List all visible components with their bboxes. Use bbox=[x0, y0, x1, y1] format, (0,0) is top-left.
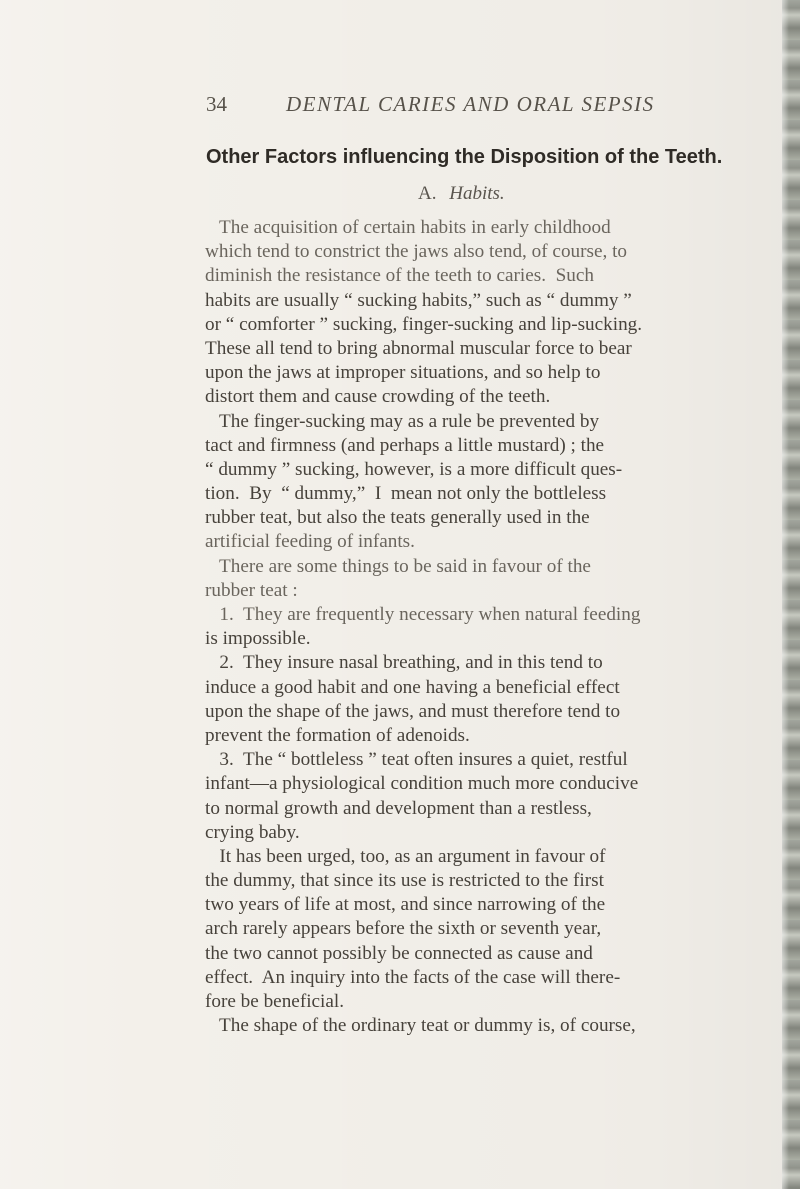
text-line: tact and firmness (and perhaps a little mustard) ; the bbox=[205, 434, 605, 456]
text-line: effect. An inquiry into the facts of the case will there- bbox=[205, 966, 621, 988]
body-text bbox=[205, 216, 757, 1038]
subheading bbox=[418, 183, 505, 205]
text-line: habits are usually “ sucking habits,” such as “ dummy ” bbox=[205, 289, 632, 311]
text-line: the dummy, that since its use is restricted to the first bbox=[205, 870, 604, 892]
text-line: crying baby. bbox=[205, 821, 300, 843]
text-line: The shape of the ordinary teat or dummy is, of course, bbox=[205, 1015, 636, 1037]
text-line: The finger-sucking may as a rule be prevented by bbox=[205, 410, 600, 432]
text-line: infant—a physiological condition much more conducive bbox=[205, 773, 639, 795]
text-line: distort them and cause crowding of the teeth. bbox=[205, 386, 551, 408]
text-line: or “ comforter ” sucking, finger-sucking and lip-sucking. bbox=[205, 313, 643, 335]
text-line: rubber teat : bbox=[205, 579, 298, 601]
text-line: It has been urged, too, as an argument in favour of bbox=[205, 845, 606, 867]
page-header bbox=[206, 92, 706, 120]
text-line: is impossible. bbox=[205, 628, 311, 650]
running-title: DENTAL CARIES AND ORAL SEPSIS bbox=[286, 92, 655, 116]
subheading-letter: A. bbox=[418, 183, 437, 204]
text-line: two years of life at most, and since narrowing of the bbox=[205, 894, 606, 916]
text-line: to normal growth and development than a restless, bbox=[205, 797, 592, 819]
text-line: These all tend to bring abnormal muscular force to bear bbox=[205, 337, 632, 359]
text-line: There are some things to be said in favour of the bbox=[205, 555, 591, 577]
text-line: which tend to constrict the jaws also tend, of course, to bbox=[205, 241, 628, 263]
section-title: Other Factors influencing the Disposition of the Teeth. bbox=[206, 146, 723, 168]
text-line: rubber teat, but also the teats generally used in the bbox=[205, 507, 590, 529]
text-line: fore be beneficial. bbox=[205, 991, 345, 1012]
text-line: 3. The “ bottleless ” teat often insures a quiet, restful bbox=[205, 749, 628, 771]
text-line: 1. They are frequently necessary when natural feeding bbox=[205, 604, 641, 625]
text-line: 2. They insure nasal breathing, and in this tend to bbox=[205, 652, 603, 674]
text-line: induce a good habit and one having a beneficial effect bbox=[205, 676, 620, 698]
page-number: 34 bbox=[206, 92, 227, 116]
text-line: The acquisition of certain habits in early childhood bbox=[205, 217, 611, 238]
text-line: “ dummy ” sucking, however, is a more difficult ques- bbox=[205, 458, 623, 480]
text-line: upon the shape of the jaws, and must therefore tend to bbox=[205, 700, 621, 722]
text-line: prevent the formation of adenoids. bbox=[205, 724, 470, 746]
text-line: diminish the resistance of the teeth to caries. Such bbox=[205, 265, 594, 287]
text-line: arch rarely appears before the sixth or seventh year, bbox=[205, 918, 602, 940]
page-edge bbox=[782, 0, 800, 1189]
text-line: artificial feeding of infants. bbox=[205, 531, 415, 553]
subheading-word: Habits. bbox=[449, 183, 505, 204]
text-line: the two cannot possibly be connected as cause and bbox=[205, 942, 593, 964]
text-line: upon the jaws at improper situations, and so help to bbox=[205, 362, 601, 384]
text-line: tion. By “ dummy,” I mean not only the bottleless bbox=[205, 483, 607, 505]
